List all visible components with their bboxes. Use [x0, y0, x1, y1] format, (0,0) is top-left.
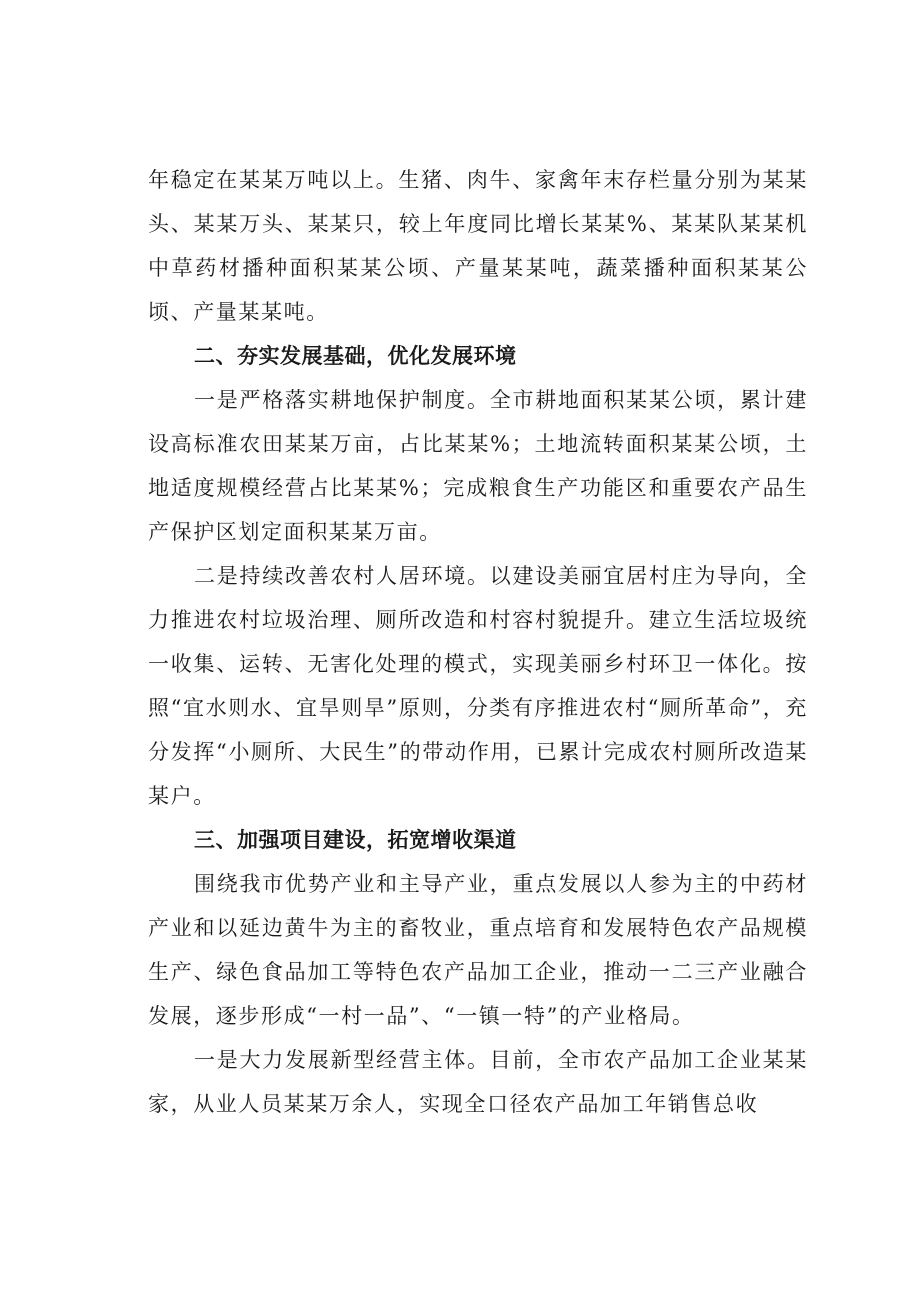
section-heading-3: 三、加强项目建设，拓宽增收渠道 [194, 828, 517, 852]
paragraph-farmland-protection: 一是严格落实耕地保护制度。全市耕地面积某某公顷，累计建设高标准农田某某万亩，占比某某%；土地流转面积某某公顷，土地适度规模经营占比某某%；完成粮食生产功能区和重要农产品生产保护区划定面积某某万亩。 [148, 388, 808, 544]
paragraph-rural-environment: 二是持续改善农村人居环境。以建设美丽宜居村庄为导向，全力推进农村垃圾治理、厕所改造和村容村貌提升。建立生活垃圾统一收集、运转、无害化处理的模式，实现美丽乡村环卫一体化。按照“宜水则水、宜旱则旱”原则，分类有序推进农村“厕所革命”，充分发挥“小厕所、大民生”的带动作用，已累计完成农村厕所改造某某户。 [148, 564, 808, 808]
paragraph-continuation: 年稳定在某某万吨以上。生猪、肉牛、家禽年末存栏量分别为某某头、某某万头、某某只，较上年度同比增长某某%、某某队某某机中草药材播种面积某某公顷、产量某某吨，蔬菜播种面积某某公顷、产量某某吨。 [148, 168, 808, 324]
paragraph-industry-development: 围绕我市优势产业和主导产业，重点发展以人参为主的中药材产业和以延边黄牛为主的畜牧业，重点培育和发展特色农产品规模生产、绿色食品加工等特色农产品加工企业，推动一二三产业融合发展，逐步形成“一村一品”、“一镇一特”的产业格局。 [148, 872, 808, 1028]
section-heading-2: 二、夯实发展基础，优化发展环境 [194, 344, 517, 368]
document-body [148, 158, 808, 1126]
paragraph-business-entities: 一是大力发展新型经营主体。目前，全市农产品加工企业某某家，从业人员某某万余人，实现全口径农产品加工年销售总收 [148, 1048, 808, 1116]
